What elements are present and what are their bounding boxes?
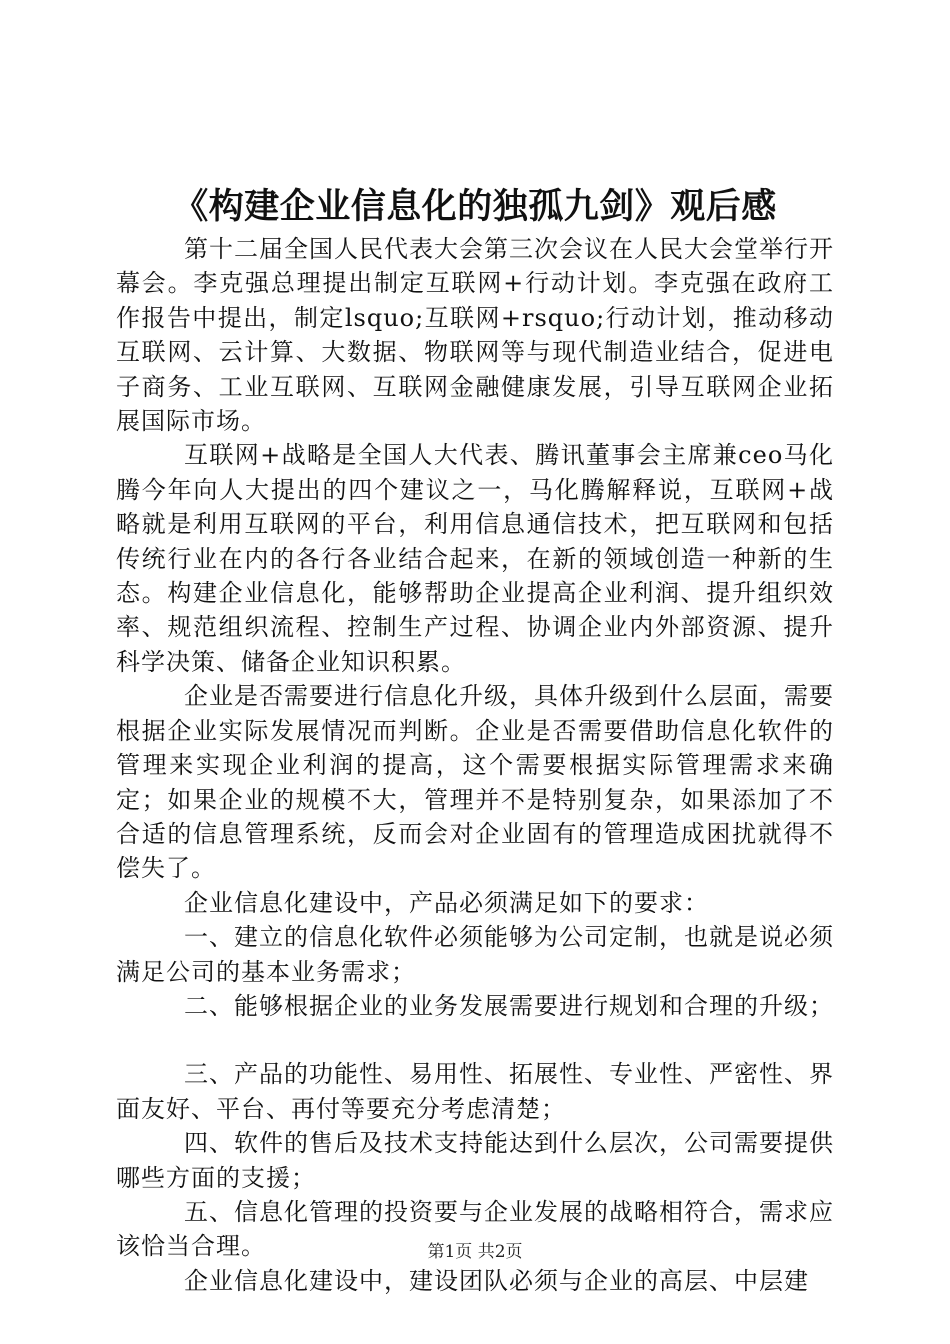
- paragraph-1: 第十二届全国人民代表大会第三次会议在人民大会堂举行开幕会。李克强总理提出制定互联网+行动计划。李克强在政府工作报告中提出，制定lsquo;互联网+rsquo;行动计划，推动移动互联网、云计算、大数据、物联网等与现代制造业结合，促进电子商务、工业互联网、互联网金融健康发展，引导互联网企业拓展国际市场。: [116, 235, 834, 436]
- paragraph-4: 企业信息化建设中，产品必须满足如下的要求：: [184, 888, 709, 917]
- requirement-item-4: 四、软件的售后及技术支持能达到什么层次，公司需要提供哪些方面的支援；: [116, 1129, 834, 1192]
- paragraph-3: 企业是否需要进行信息化升级，具体升级到什么层面，需要根据企业实际发展情况而判断。企业是否需要借助信息化软件的管理来实现企业利润的提高，这个需要根据实际管理需求来确定；如果企业的规模不大，管理并不是特别复杂，如果添加了不合适的信息管理系统，反而会对企业固有的管理造成困扰就得不偿失了。: [116, 682, 834, 883]
- document-body: [116, 232, 834, 1298]
- requirement-item-2: 二、能够根据企业的业务发展需要进行规划和合理的升级；: [184, 991, 834, 1020]
- document-title: 《构建企业信息化的独孤九剑》观后感: [173, 186, 777, 227]
- page-footer: [0, 1240, 950, 1264]
- requirement-item-1: 一、建立的信息化软件必须能够为公司定制，也就是说必须满足公司的基本业务需求；: [116, 923, 834, 986]
- paragraph-last: 企业信息化建设中，建设团队必须与企业的高层、中层建: [184, 1266, 809, 1295]
- paragraph-2: 互联网+战略是全国人大代表、腾讯董事会主席兼ceo马化腾今年向人大提出的四个建议之一，马化腾解释说，互联网+战略就是利用互联网的平台，利用信息通信技术，把互联网和包括传统行业在内的各行各业结合起来，在新的领域创造一种新的生态。构建企业信息化，能够帮助企业提高企业利润、提升组织效率、规范组织流程、控制生产过程、协调企业内外部资源、提升科学决策、储备企业知识积累。: [116, 441, 834, 676]
- page-number-label: 第1页 共2页: [427, 1242, 523, 1262]
- requirement-item-3: 三、产品的功能性、易用性、拓展性、专业性、严密性、界面友好、平台、再付等要充分考虑清楚；: [116, 1060, 834, 1123]
- requirement-item-5: 五、信息化管理的投资要与企业发展的战略相符合，需求应该恰当合理。: [116, 1197, 834, 1261]
